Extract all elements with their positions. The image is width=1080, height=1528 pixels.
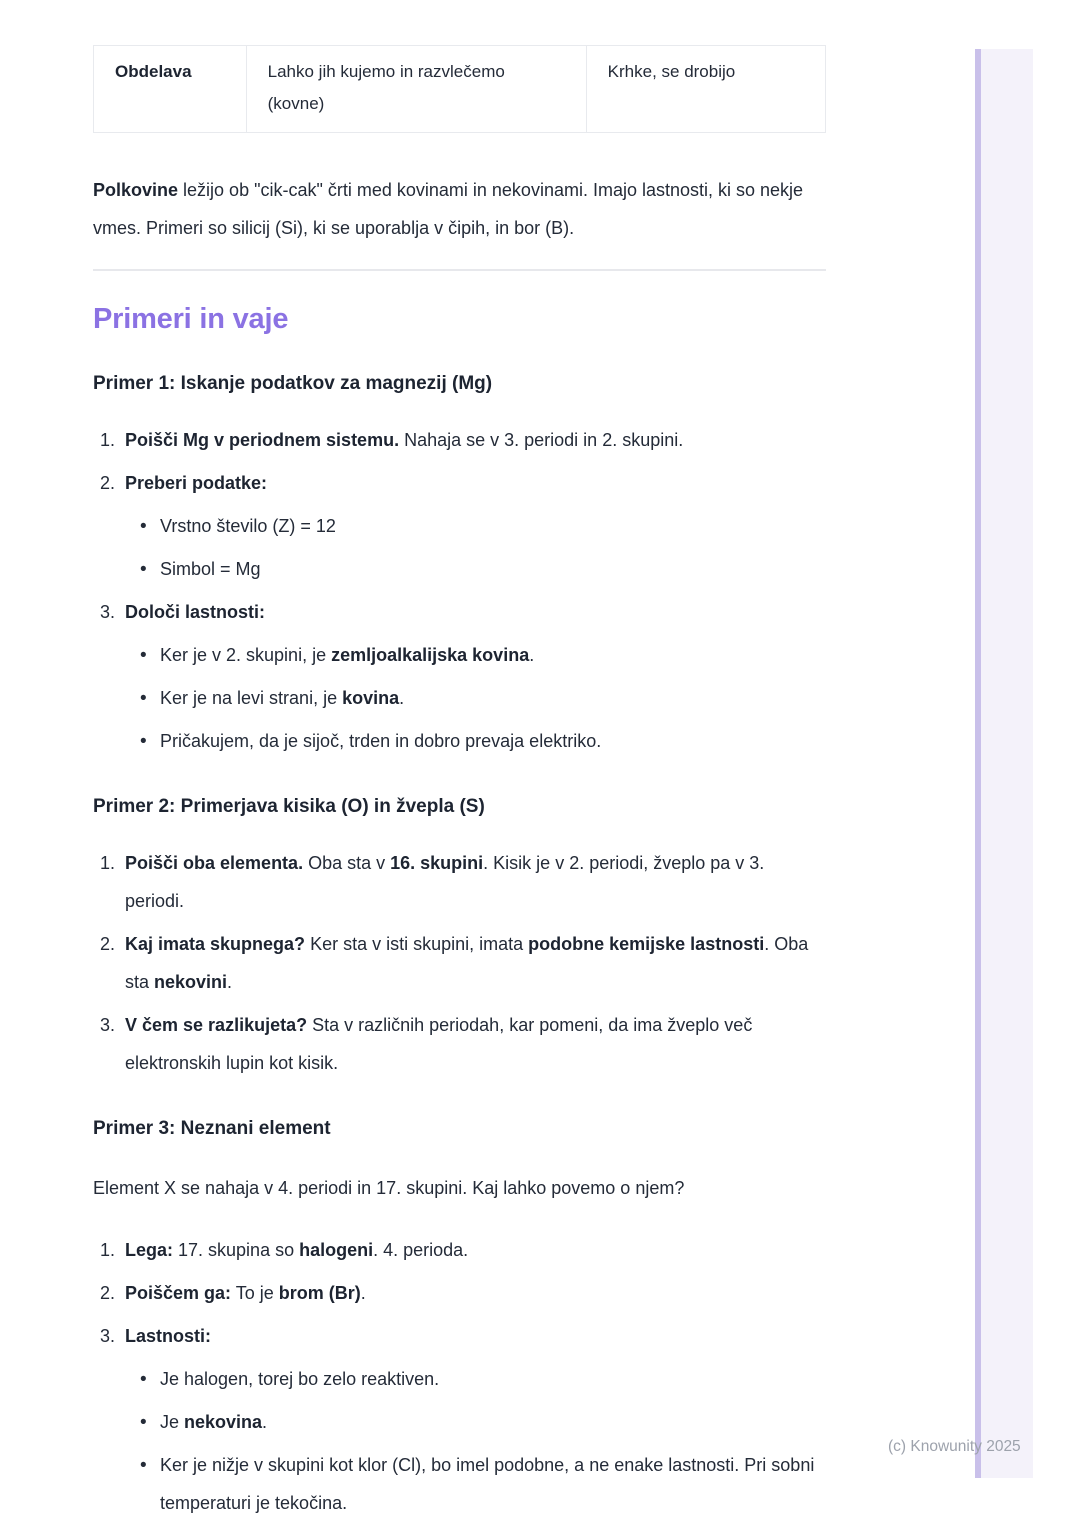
list-item	[93, 636, 826, 674]
section-divider	[93, 269, 826, 271]
list-item	[93, 1274, 826, 1312]
section-title: Primeri in vaje	[93, 303, 289, 335]
list-item-text: Kaj imata skupnega? Ker sta v isti skupini, imata podobne kemijske lastnosti. Oba sta nekovini.	[125, 934, 809, 992]
list-item	[93, 464, 826, 502]
paragraph-polkovine: Polkovine ležijo ob "cik-cak" črti med kovinami in nekovinami. Imajo lastnosti, ki so nekje vmes. Primeri so silicij (Si), ki se uporablja v čipih, in bor (B).	[93, 180, 804, 238]
list-number: 1.	[100, 853, 116, 873]
list-item	[93, 1231, 826, 1269]
bullet-icon	[140, 507, 147, 546]
list-item-text: Ker je v 2. skupini, je zemljoalkalijska kovina.	[160, 645, 535, 665]
list-item-text: Poišči oba elementa. Oba sta v 16. skupini. Kisik je v 2. periodi, žveplo pa v 3. periodi.	[125, 853, 765, 911]
right-accent-line	[975, 49, 981, 1478]
list-item-text: Poiščem ga: To je brom (Br).	[125, 1283, 366, 1303]
list-item-text: Lega: 17. skupina so halogeni. 4. perioda.	[125, 1240, 469, 1260]
list-number: 3.	[100, 1015, 116, 1035]
list-item	[93, 1006, 826, 1082]
list-item	[93, 421, 826, 459]
list-number: 2.	[100, 934, 116, 954]
document-content	[93, 0, 826, 1522]
list-item-text: Je halogen, torej bo zelo reaktiven.	[160, 1369, 440, 1389]
list-item	[93, 1446, 826, 1522]
table-cell-text: Obdelava	[115, 62, 192, 81]
list-item-text: Ker je na levi strani, je kovina.	[160, 688, 405, 708]
table-cell-text: Lahko jih kujemo in razvlečemo (kovne)	[267, 62, 505, 113]
table-cell-kovine	[246, 46, 587, 132]
bullet-icon	[140, 1446, 147, 1485]
list-item-text: Določi lastnosti:	[125, 602, 266, 622]
list-number: 1.	[100, 1240, 116, 1260]
list-number: 3.	[100, 1326, 116, 1346]
list-item	[93, 1360, 826, 1398]
list-item-text: Je nekovina.	[160, 1412, 268, 1432]
watermark: (c) Knowunity 2025	[888, 1438, 1021, 1455]
example-2-title: Primer 2: Primerjava kisika (O) in žvepla (S)	[93, 796, 485, 817]
list-item	[93, 1403, 826, 1441]
list-item-text: Vrstno število (Z) = 12	[160, 516, 336, 536]
bullet-icon	[140, 636, 147, 675]
list-number: 2.	[100, 1283, 116, 1303]
list-number: 2.	[100, 473, 116, 493]
list-number: 1.	[100, 430, 116, 450]
bullet-icon	[140, 1403, 147, 1442]
list-item-text: V čem se razlikujeta? Sta v različnih periodah, kar pomeni, da ima žveplo več elektronskih lupin kot kisik.	[125, 1015, 753, 1073]
list-item	[93, 679, 826, 717]
bullet-icon	[140, 679, 147, 718]
list-item	[93, 507, 826, 545]
table-cell-obdelava	[94, 46, 246, 132]
list-item	[93, 550, 826, 588]
example-1-title: Primer 1: Iskanje podatkov za magnezij (Mg)	[93, 373, 493, 394]
list-item-text: Preberi podatke:	[125, 473, 268, 493]
list-item-text: Poišči Mg v periodnem sistemu. Nahaja se v 3. periodi in 2. skupini.	[125, 430, 684, 450]
list-item-text: Ker je nižje v skupini kot klor (Cl), bo imel podobne, a ne enake lastnosti. Pri sobni temperaturi je tekočina.	[160, 1455, 815, 1513]
table-cell-nekovine	[587, 46, 825, 132]
example-3-lead: Element X se nahaja v 4. periodi in 17. skupini. Kaj lahko povemo o njem?	[93, 1178, 685, 1198]
bullet-icon	[140, 550, 147, 589]
list-item	[93, 844, 826, 920]
bullet-icon	[140, 1360, 147, 1399]
list-item-text: Lastnosti:	[125, 1326, 212, 1346]
example-3-title: Primer 3: Neznani element	[93, 1118, 331, 1139]
list-number: 3.	[100, 602, 116, 622]
list-item	[93, 722, 826, 760]
table-row	[93, 45, 826, 133]
list-item	[93, 593, 826, 631]
list-item-text: Pričakujem, da je sijoč, trden in dobro prevaja elektriko.	[160, 731, 602, 751]
list-item	[93, 1317, 826, 1355]
table-cell-text: Krhke, se drobijo	[607, 62, 736, 81]
bullet-icon	[140, 722, 147, 761]
list-item	[93, 925, 826, 1001]
list-item-text: Simbol = Mg	[160, 559, 261, 579]
right-page-margin-band	[981, 49, 1033, 1478]
